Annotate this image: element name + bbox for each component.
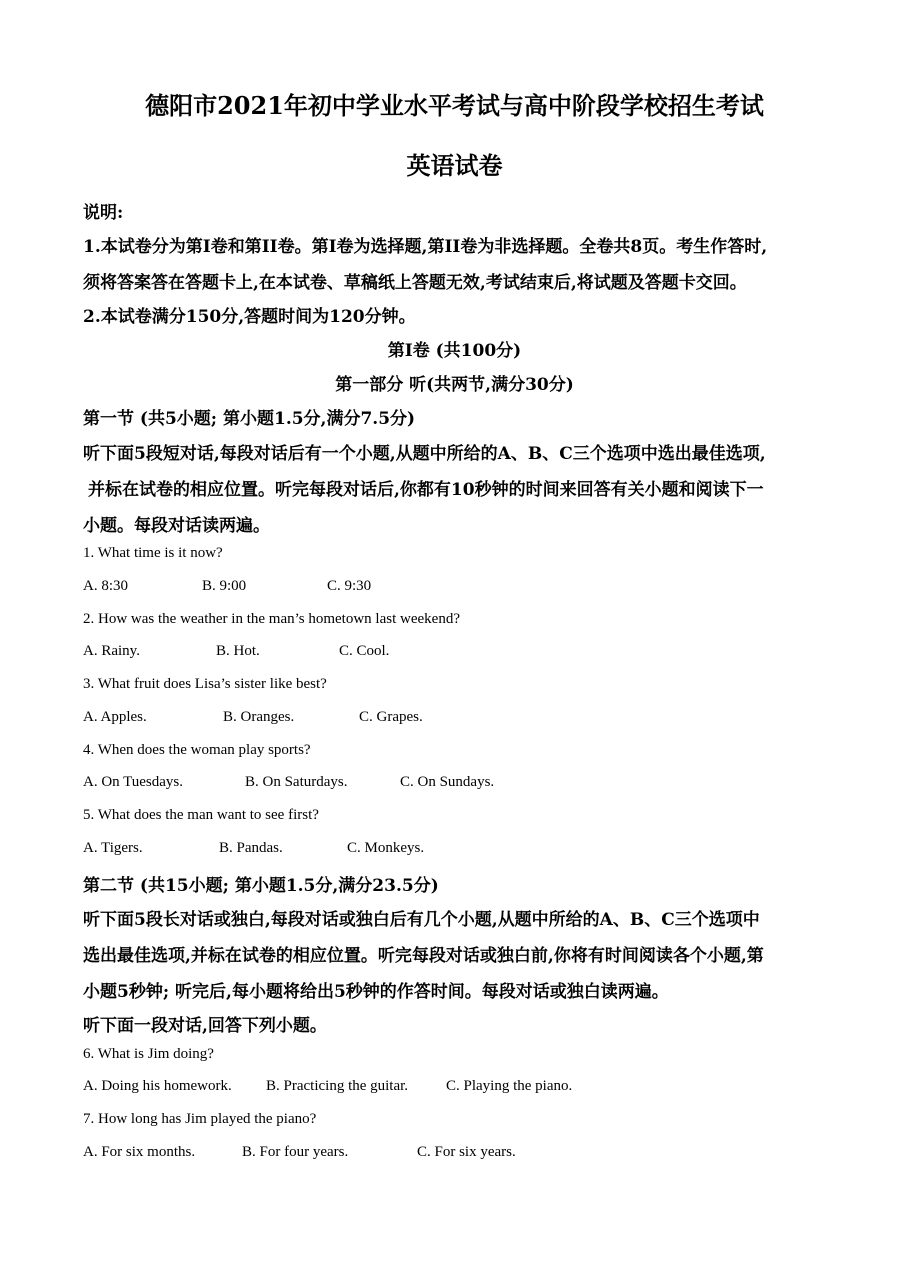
q6-option-b: B. Practicing the guitar.: [266, 1078, 409, 1094]
section2-heading: 第二节 (共15小题; 第小题1.5分,满分23.5分): [83, 876, 439, 896]
q5-option-b: B. Pandas.: [219, 840, 283, 856]
q6-option-c: C. Playing the piano.: [446, 1078, 573, 1094]
instructions-line-3: 2.本试卷满分150分,答题时间为120分钟。: [83, 307, 416, 327]
q2-option-c: C. Cool.: [339, 643, 390, 659]
volume-heading: 第I卷 (共100分): [387, 341, 522, 361]
q4-option-a: A. On Tuesdays.: [83, 774, 184, 790]
question-1: 1. What time is it now?: [83, 545, 223, 561]
q5-option-c: C. Monkeys.: [347, 840, 425, 856]
exam-subtitle: 英语试卷: [406, 151, 503, 180]
q7-option-a: A. For six months.: [83, 1144, 196, 1160]
question-4: 4. When does the woman play sports?: [83, 742, 311, 758]
instructions-heading: 说明:: [83, 203, 124, 223]
q6-option-a: A. Doing his homework.: [83, 1078, 232, 1094]
q2-option-b: B. Hot.: [216, 643, 260, 659]
section1-directions-2: 并标在试卷的相应位置。听完每段对话后,你都有10秒钟的时间来回答有关小题和阅读下一: [88, 480, 764, 500]
section1-heading: 第一节 (共5小题; 第小题1.5分,满分7.5分): [83, 409, 416, 429]
q3-option-b: B. Oranges.: [223, 709, 295, 725]
q1-option-a: A. 8:30: [83, 578, 128, 594]
q3-option-c: C. Grapes.: [359, 709, 423, 725]
q4-option-b: B. On Saturdays.: [245, 774, 348, 790]
section2-directions-2: 选出最佳选项,并标在试卷的相应位置。听完每段对话或独白前,你将有时间阅读各个小题,第: [83, 946, 764, 966]
q1-option-c: C. 9:30: [327, 578, 372, 594]
q2-option-a: A. Rainy.: [83, 643, 140, 659]
section2-subheading: 听下面一段对话,回答下列小题。: [83, 1016, 327, 1036]
instructions-line-2: 须将答案答在答题卡上,在本试卷、草稿纸上答题无效,考试结束后,将试题及答题卡交回。: [83, 273, 747, 293]
question-5: 5. What does the man want to see first?: [83, 807, 319, 823]
question-3: 3. What fruit does Lisa’s sister like best?: [83, 676, 327, 692]
q7-option-c: C. For six years.: [417, 1144, 516, 1160]
section1-directions-1: 听下面5段短对话,每段对话后有一个小题,从题中所给的A、B、C三个选项中选出最佳选项,: [83, 444, 766, 464]
question-7: 7. How long has Jim played the piano?: [83, 1111, 317, 1127]
q5-option-a: A. Tigers.: [83, 840, 143, 856]
section2-directions-3: 小题5秒钟; 听完后,每小题将给出5秒钟的作答时间。每段对话或独白读两遍。: [83, 982, 669, 1002]
question-6: 6. What is Jim doing?: [83, 1046, 214, 1062]
q3-option-a: A. Apples.: [83, 709, 147, 725]
exam-title: 德阳市2021年初中学业水平考试与高中阶段学校招生考试: [145, 91, 764, 120]
question-2: 2. How was the weather in the man’s hometown last weekend?: [83, 611, 460, 627]
part1-heading: 第一部分 听(共两节,满分30分): [335, 375, 574, 395]
instructions-line-1: 1.本试卷分为第I卷和第II卷。第I卷为选择题,第II卷为非选择题。全卷共8页。考生作答时,: [83, 237, 768, 257]
q1-option-b: B. 9:00: [202, 578, 247, 594]
section2-directions-1: 听下面5段长对话或独白,每段对话或独白后有几个小题,从题中所给的A、B、C三个选项中: [83, 910, 760, 930]
q4-option-c: C. On Sundays.: [400, 774, 495, 790]
section1-directions-3: 小题。每段对话读两遍。: [83, 516, 270, 536]
q7-option-b: B. For four years.: [242, 1144, 349, 1160]
